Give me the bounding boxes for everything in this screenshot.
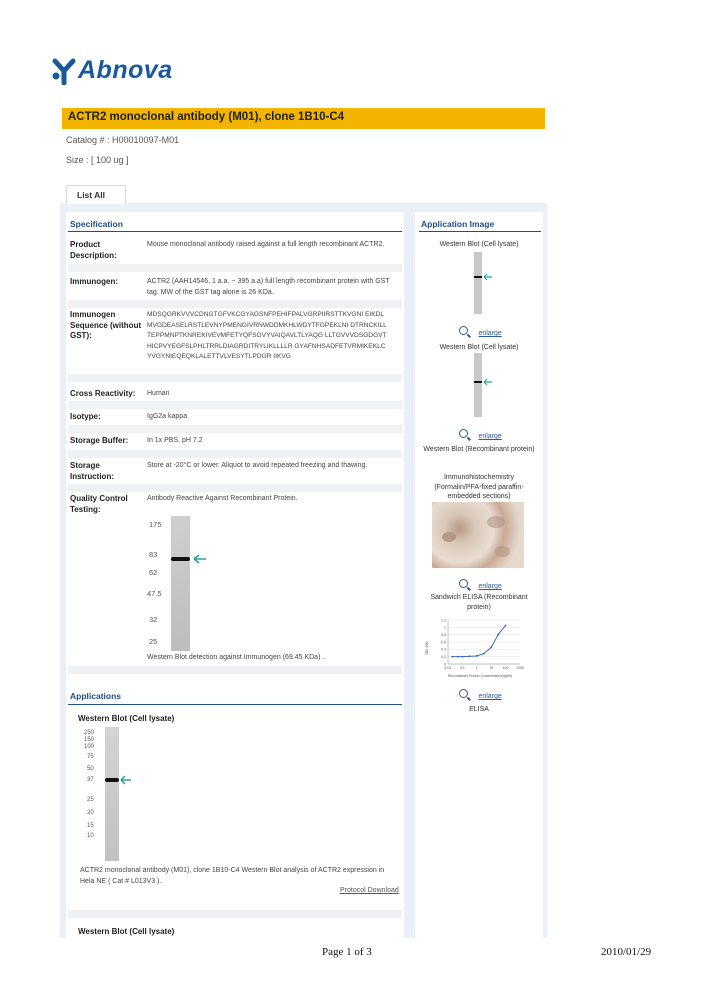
application-western-blot-image	[78, 727, 145, 861]
specification-heading: Specification	[70, 219, 123, 229]
elisa-y-tick-label: 0.6	[441, 640, 446, 645]
blot-lane	[474, 353, 482, 417]
elisa-point	[451, 656, 453, 658]
enlarge-link-3[interactable]	[459, 575, 502, 593]
elisa-y-tick-label: 1.2	[441, 618, 446, 623]
spec-label-storage-buffer: Storage Buffer:	[70, 436, 129, 445]
wb-marker-label: 25	[87, 797, 94, 803]
elisa-y-tick-label: 1	[444, 625, 446, 630]
blot-band	[474, 381, 482, 383]
spec-label-description: Product Description:	[70, 240, 117, 260]
divider	[68, 231, 402, 232]
spec-label-qc: Quality Control Testing:	[70, 494, 128, 514]
band-arrow-icon	[483, 273, 493, 281]
elisa-point	[490, 647, 492, 649]
enlarge-label: enlarge	[478, 330, 502, 337]
elisa-x-tick-label: 1000	[516, 666, 524, 670]
wb-marker-label: 15	[87, 823, 94, 829]
spec-value-cross-reactivity: Human	[147, 390, 170, 397]
wb-marker-label: 150	[84, 737, 95, 743]
applications-heading: Applications	[70, 691, 122, 701]
magnifier-icon	[459, 326, 468, 335]
row-separator	[68, 450, 402, 458]
thumb-immunohistochemistry[interactable]	[432, 502, 524, 568]
app-image-caption-3: Western Blot (Recombinant protein)	[423, 446, 535, 453]
band-arrow-icon	[483, 378, 493, 386]
abnova-logo-icon	[50, 57, 78, 85]
enlarge-link-4[interactable]	[459, 685, 502, 703]
thumb-western-blot-2[interactable]	[460, 353, 496, 417]
spec-value-storage-instruction: Store at -20°C or lower. Aliquot to avoid repeated freezing and thawing.	[147, 462, 368, 469]
blot-band	[171, 557, 190, 561]
wb-marker-label: 37	[87, 777, 94, 783]
elisa-point	[497, 634, 499, 636]
tab-list-all-label: List All	[77, 190, 106, 200]
wb-marker-label: 75	[87, 754, 94, 760]
row-separator	[68, 264, 402, 272]
application-image-heading: Application Image	[421, 219, 495, 229]
blot-lane	[474, 252, 482, 314]
qc-marker-label: 62	[149, 568, 158, 577]
tissue-cell	[487, 516, 505, 528]
band-arrow-icon	[193, 554, 207, 564]
app-image-caption-2: Western Blot (Cell lysate)	[439, 344, 519, 351]
elisa-point	[505, 625, 507, 627]
elisa-y-tick-label: 0.8	[441, 632, 446, 637]
application-wb-caption: ACTR2 monoclonal antibody (M01), clone 1B10-C4 Western Blot analysis of ACTR2 expression in Hela NE ( Cat # L013V3 ).	[80, 867, 385, 885]
app-image-caption-1: Western Blot (Cell lysate)	[439, 241, 519, 248]
elisa-point	[468, 655, 470, 657]
enlarge-label: enlarge	[478, 583, 502, 590]
spec-value-description: Mouse monoclonal antibody raised against a full length recombinant ACTR2.	[147, 241, 385, 248]
print-date: 2010/01/29	[601, 946, 652, 958]
spec-value-qc: Antibody Reactive Against Recombinant Protein.	[147, 495, 298, 502]
magnifier-icon	[459, 689, 468, 698]
spec-value-sequence: MDSQGRKVVVCDNGTGFVKCGYAGSNFPEHIFPALVGRPIIRSTTKVGNI EIKDLMVGDEASELRSTLEVNYPMENGIVRNWDDMKHLWDYTFGPEKLNI DTRNCKILLTEPPMNPTKNREKIVEVMFETYQFSGVYVAIQAVLTLYAQG LLTGVVVDSGDGVTHICPVYEGFSLPHLTRRLDIAGRDITRYLIKLLLLR GYAFNHSADFETVRMIKEKLCYVGYNIEQEQKLALETTVLVESYTLPDGR IIKVG	[147, 311, 387, 360]
tissue-cell	[494, 546, 510, 557]
elisa-y-tick-label: 0.2	[441, 654, 446, 659]
enlarge-label: enlarge	[478, 693, 502, 700]
elisa-y-tick-label: 0	[444, 662, 446, 667]
qc-marker-label: 175	[149, 520, 162, 529]
wb-marker-label: 10	[87, 833, 94, 839]
spec-label-immunogen: Immunogen:	[70, 277, 118, 286]
tab-list-all[interactable]	[66, 185, 126, 204]
spec-label-isotype: Isotype:	[70, 412, 101, 421]
qc-marker-label: 83	[149, 550, 158, 559]
blot-lane	[171, 516, 190, 651]
spec-label-storage-instruction: Storage Instruction:	[70, 461, 114, 481]
elisa-point	[462, 656, 464, 658]
row-separator	[68, 910, 402, 918]
application-wb-title: Western Blot (Cell lysate)	[78, 714, 175, 723]
divider	[68, 704, 402, 705]
row-separator	[68, 300, 402, 308]
band-arrow-icon	[120, 775, 132, 785]
app-image-caption-6: ELISA	[469, 706, 489, 713]
spec-value-immunogen: ACTR2 (AAH14546, 1 a.a. ~ 395 a.a) full length recombinant protein with GST tag. MW of the GST tag alone is 26 KDa.	[147, 278, 390, 296]
row-separator	[68, 484, 402, 492]
elisa-ylabel: OD 450	[425, 641, 429, 655]
magnifier-icon	[459, 429, 468, 438]
spec-value-isotype: IgG2a kappa	[147, 413, 188, 420]
spec-value-storage-buffer: In 1x PBS, pH 7.2	[147, 437, 203, 444]
product-title: ACTR2 monoclonal antibody (M01), clone 1B10-C4	[68, 111, 345, 123]
row-separator	[68, 401, 402, 409]
elisa-x-tick-label: 100	[502, 666, 509, 670]
elisa-point	[457, 656, 459, 658]
thumb-western-blot-1[interactable]	[460, 252, 496, 314]
elisa-point	[483, 653, 485, 655]
magnifier-icon	[459, 579, 468, 588]
enlarge-link-1[interactable]	[459, 322, 502, 340]
qc-caption: Western Blot detection against Immunogen (69.45 KDa) .	[147, 654, 325, 661]
divider	[419, 231, 541, 232]
elisa-x-tick-label: 1	[475, 666, 478, 670]
product-size: Size : [ 100 ug ]	[66, 155, 129, 165]
elisa-x-tick-label: 0.01	[444, 666, 452, 670]
qc-marker-label: 25	[149, 637, 158, 646]
thumb-sandwich-elisa-chart[interactable]	[424, 614, 526, 680]
tissue-cell	[442, 532, 456, 542]
protocol-download-link[interactable]: Protocol Download	[340, 887, 399, 894]
app-image-caption-4: Immunohistochemistry (Formalin/PFA-fixed paraffin-embedded sections)	[434, 474, 524, 500]
qc-western-blot-image	[145, 516, 246, 651]
catalog-number: Catalog # : H00010097-M01	[66, 135, 180, 145]
blot-band	[105, 778, 119, 782]
wb-marker-label: 50	[87, 766, 94, 772]
app-image-caption-5: Sandwich ELISA (Recombinant protein)	[430, 594, 528, 611]
product-title-bar	[62, 108, 545, 129]
enlarge-link-2[interactable]	[459, 425, 502, 443]
qc-marker-label: 32	[149, 615, 158, 624]
brand-name: Abnova	[78, 56, 173, 84]
spec-label-sequence: Immunogen Sequence (without GST):	[70, 310, 142, 340]
elisa-x-tick-label: 0.1	[459, 666, 465, 670]
enlarge-label: enlarge	[478, 433, 502, 440]
elisa-xlabel: Recombinant Protein Concentration(ng/ml)	[447, 674, 513, 678]
qc-marker-label: 47.5	[147, 589, 162, 598]
wb-marker-label: 20	[87, 810, 94, 816]
row-separator	[68, 374, 402, 382]
spec-label-cross-reactivity: Cross Reactivity:	[70, 389, 136, 398]
blot-band	[474, 276, 482, 278]
elisa-point	[476, 655, 478, 657]
row-separator	[68, 425, 402, 433]
wb-marker-label: 250	[84, 730, 95, 736]
blot-lane	[105, 727, 119, 861]
row-separator	[68, 666, 402, 674]
wb-marker-label: 100	[84, 744, 95, 750]
elisa-y-tick-label: 0.4	[441, 647, 446, 652]
application-wb-title-2: Western Blot (Cell lysate)	[78, 927, 175, 936]
elisa-x-tick-label: 10	[489, 666, 494, 670]
page-number: Page 1 of 3	[322, 946, 372, 958]
